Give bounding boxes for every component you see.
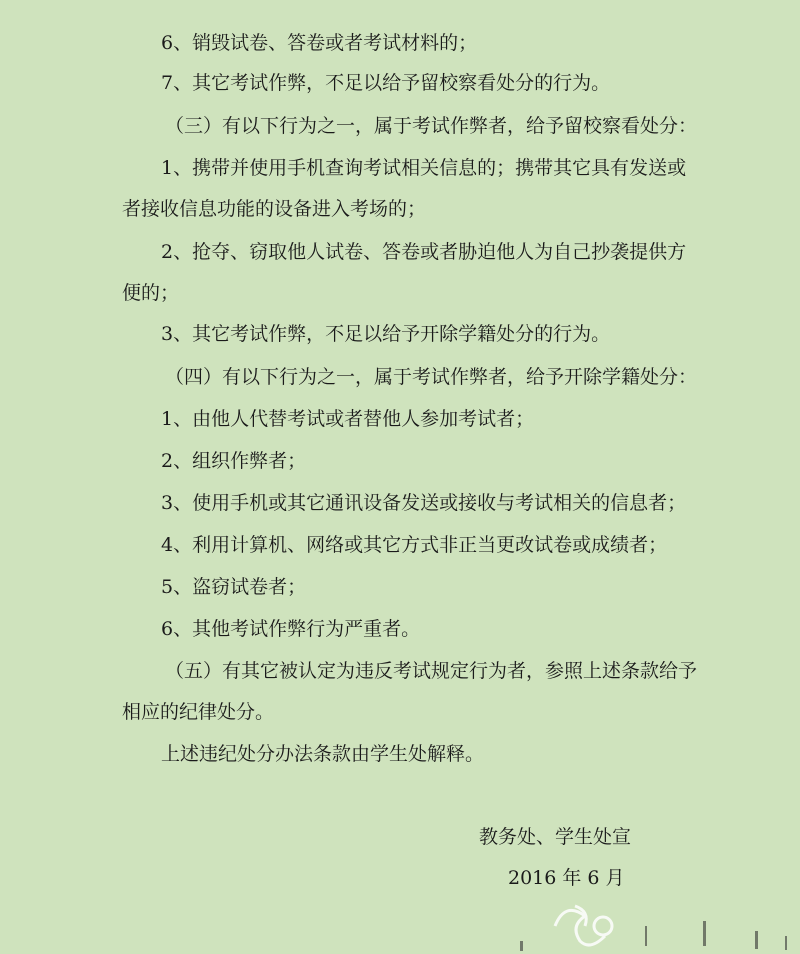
closing-note: 上述违纪处分办法条款由学生处解释。 [161,743,485,765]
date: 2016 年 6 月 [508,867,625,889]
clause-line-continued: 相应的纪律处分。 [122,701,275,723]
clause-line: 7、其它考试作弊，不足以给予留校察看处分的行为。 [161,72,611,94]
section-heading: （四）有以下行为之一，属于考试作弊者，给予开除学籍处分： [165,366,698,388]
clause-line: 2、组织作弊者； [161,450,307,472]
clause-line: 6、其他考试作弊行为严重者。 [161,618,421,640]
clause-line-continued: 便的； [122,282,180,304]
clause-line: 2、抢夺、窃取他人试卷、答卷或者胁迫他人为自己抄袭提供方 [161,241,687,263]
clause-line: 3、使用手机或其它通讯设备发送或接收与考试相关的信息者； [161,492,687,514]
clause-line: 4、利用计算机、网络或其它方式非正当更改试卷或成绩者； [161,534,668,556]
clause-line-continued: 者接收信息功能的设备进入考场的； [122,198,427,220]
signature: 教务处、学生处宣 [479,826,632,848]
section-heading: （五）有其它被认定为违反考试规定行为者，参照上述条款给予 [165,660,698,682]
clause-line: 3、其它考试作弊，不足以给予开除学籍处分的行为。 [161,323,611,345]
clause-line: 6、销毁试卷、答卷或者考试材料的； [161,32,478,54]
clause-line: 5、盗窃试卷者； [161,576,307,598]
watermark-logo [515,886,800,954]
clause-line: 1、携带并使用手机查询考试相关信息的；携带其它具有发送或 [161,157,687,179]
clause-line: 1、由他人代替考试或者替他人参加考试者； [161,408,535,430]
section-heading: （三）有以下行为之一，属于考试作弊者，给予留校察看处分： [165,115,698,137]
